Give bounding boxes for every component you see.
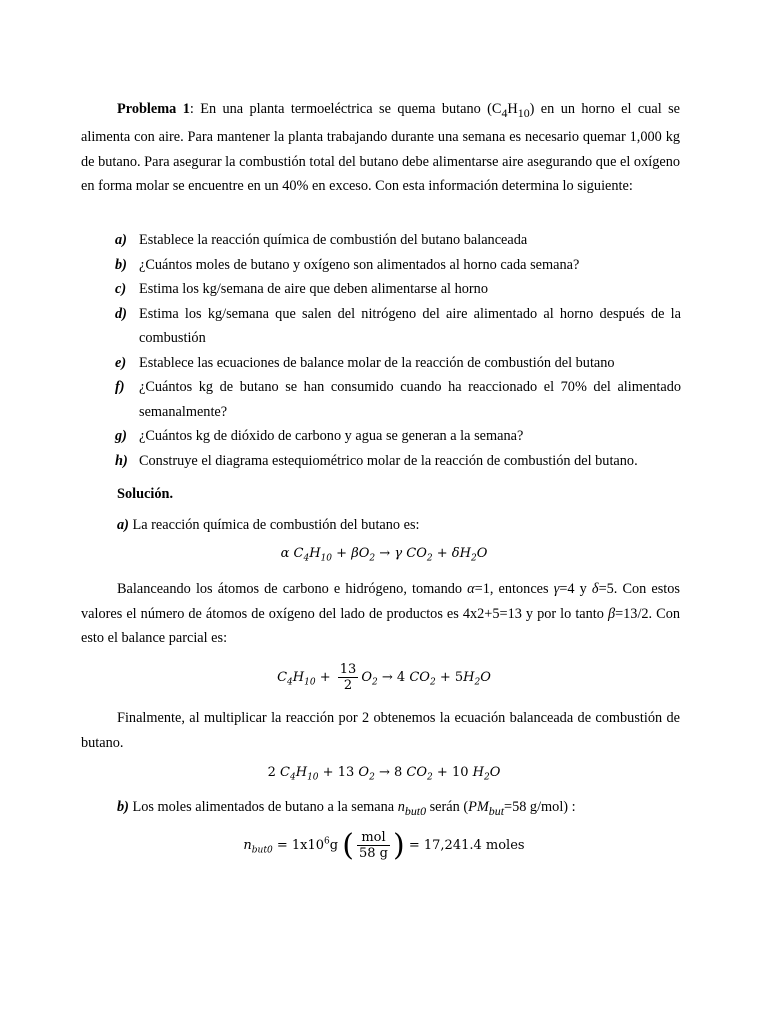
fraction (357, 830, 390, 861)
eq-mass: 1x10 (291, 838, 325, 853)
eq-result: 17,241.4 moles (423, 838, 525, 853)
formula-subscript: 10 (517, 105, 530, 120)
eq-subscript: but0 (251, 845, 273, 856)
eq-plus: + (436, 546, 448, 561)
question-item (115, 228, 681, 253)
problem-intro: : En una planta termoeléctrica se quema butano (C (189, 101, 502, 117)
equation-general (0, 546, 768, 564)
eq-co: CO (409, 670, 430, 685)
question-label: g) (115, 428, 127, 444)
eq-n: n (243, 838, 252, 853)
problem-statement (81, 97, 680, 199)
eq-c: C (277, 670, 288, 685)
eq-coefficient: 2 (267, 765, 276, 780)
eq-subscript: 4 (303, 553, 310, 564)
eq-o: O (361, 670, 372, 685)
eq-beta: β (351, 546, 359, 561)
formula-subscript: 4 (501, 105, 508, 120)
paren-right: ) (392, 828, 405, 863)
eq-subscript: 2 (474, 677, 481, 688)
eq-subscript: 2 (427, 772, 433, 783)
balance-paragraph (81, 577, 680, 651)
solution-heading: Solución. (117, 486, 174, 502)
question-text: Estima los kg/semana que salen del nitrógeno del aire alimentado al horno después de la combustión (139, 305, 681, 346)
eq-subscript: 2 (429, 677, 436, 688)
eq-plus: + (336, 546, 348, 561)
question-label: f) (115, 379, 125, 395)
eq-subscript: 10 (320, 553, 333, 564)
eq-o: O (489, 765, 501, 780)
balance-text: =13/2. Con esto el balance parcial es: (81, 605, 680, 646)
eq-arrow: → (378, 765, 390, 780)
eq-plus: + (439, 670, 451, 685)
question-item (115, 351, 681, 376)
question-item (115, 424, 681, 449)
eq-subscript: 2 (369, 553, 376, 564)
eq-plus: + (322, 765, 334, 780)
balance-text: =1, entonces (474, 581, 554, 597)
eq-subscript: 2 (369, 772, 375, 783)
question-label: d) (115, 305, 127, 322)
solution-b-text: Los moles alimentados de butano a la semana (128, 799, 398, 815)
solution-a-label: a) (117, 517, 129, 533)
balance-text: =4 y (559, 581, 592, 597)
question-text: Construye el diagrama estequiométrico molar de la reacción de combustión del butano. (139, 452, 638, 469)
solution-b-text: serán ( (426, 799, 469, 815)
question-text: ¿Cuántos moles de butano y oxígeno son alimentados al horno cada semana? (139, 256, 580, 273)
balance-text: =5. Con estos valores el número de átomos de oxígeno del lado de productos es 4x2+5=13 y por lo tanto (81, 581, 680, 622)
question-text: Establece las ecuaciones de balance molar de la reacción de combustión del butano (139, 354, 615, 371)
equation-balanced (0, 765, 768, 783)
problem-label: Problema 1 (117, 101, 190, 117)
question-label: c) (115, 281, 127, 297)
fraction (338, 662, 359, 693)
solution-a-intro (81, 513, 680, 538)
question-label: e) (115, 354, 127, 371)
eq-h: H (472, 765, 484, 780)
eq-alpha: α (280, 546, 290, 561)
question-text: ¿Cuántos kg de butano se han consumido cuando ha reaccionado el 70% del alimentado semanalmente? (139, 379, 681, 420)
eq-coefficient: 10 (451, 765, 469, 780)
question-text: Estima los kg/semana de aire que deben alimentarse al horno (139, 281, 488, 297)
eq-subscript: 2 (371, 677, 378, 688)
balance-text: Balanceando los átomos de carbono e hidrógeno, tomando (117, 581, 468, 597)
eq-co: CO (406, 765, 428, 780)
question-item (115, 302, 681, 351)
eq-coefficient: 13 (337, 765, 355, 780)
eq-h: H (292, 670, 305, 685)
eq-arrow: → (381, 670, 393, 685)
eq-equals: = (276, 838, 288, 853)
question-label: h) (115, 452, 128, 469)
symbol-subscript: but (488, 803, 504, 818)
solution-b-text: =58 g/mol) : (504, 799, 576, 815)
eq-subscript: 4 (289, 772, 296, 783)
eq-o: O (358, 765, 370, 780)
eq-o: O (480, 670, 491, 685)
question-item (115, 449, 681, 474)
eq-coefficient: 8 (393, 765, 403, 780)
eq-subscript: 10 (304, 677, 316, 688)
eq-plus: + (319, 670, 331, 685)
solution-heading-line (81, 482, 680, 507)
symbol-subscript: but0 (404, 803, 427, 818)
eq-subscript: 4 (287, 677, 293, 688)
eq-coefficient: 4 (396, 670, 406, 685)
eq-equals: = (408, 838, 420, 853)
eq-gamma: γ (394, 546, 403, 561)
eq-subscript: 2 (470, 553, 477, 564)
symbol-n: n (397, 799, 405, 815)
question-text: ¿Cuántos kg de dióxido de carbono y agua se generan a la semana? (139, 428, 524, 444)
problem-intro-rest: ) en un horno el cual se alimenta con aire. Para mantener la planta trabajando durante una semana es necesario quemar 1,000 kg de butano. Para asegurar la combustión total del butano debe alimentarse aire asegurando que el oxígeno en forma molar se encuentre en un 40% en exceso. Con esta información determina lo siguiente: (81, 101, 680, 195)
solution-b-label: b) (117, 799, 129, 815)
eq-subscript: 2 (483, 772, 490, 783)
eq-arrow: → (379, 546, 391, 561)
eq-subscript: 10 (307, 772, 319, 783)
eq-c: C (293, 546, 304, 561)
solution-b-intro (81, 795, 680, 823)
formula-h: H (507, 101, 518, 117)
solution-a-text: La reacción química de combustión del butano es: (128, 517, 420, 533)
fraction-numerator: mol (357, 830, 390, 846)
eq-h: H (463, 670, 475, 685)
eq-plus: + (436, 765, 448, 780)
eq-subscript: 2 (426, 553, 433, 564)
eq-exponent: 6 (324, 836, 330, 847)
eq-delta: δ (451, 546, 460, 561)
questions-list (115, 228, 681, 473)
fraction-denominator: 58 g (358, 846, 388, 861)
symbol-delta: δ (591, 581, 599, 597)
symbol-beta: β (607, 605, 616, 622)
question-label: a) (115, 232, 127, 248)
paren-left: ( (342, 828, 354, 863)
eq-coefficient: 5 (454, 670, 464, 685)
question-text: Establece la reacción química de combustión del butano balanceada (139, 232, 528, 248)
eq-h: H (309, 546, 321, 561)
question-item (115, 375, 681, 424)
symbol-pm: PM (468, 799, 489, 815)
symbol-gamma: γ (553, 581, 560, 597)
question-label: b) (115, 256, 127, 273)
equation-partial (0, 662, 768, 693)
multiply-paragraph: Finalmente, al multiplicar la reacción por 2 obtenemos la ecuación balanceada de combustión de butano. (81, 710, 680, 751)
fraction-denominator: 2 (343, 678, 353, 693)
eq-o: O (358, 546, 370, 561)
eq-c: C (280, 765, 290, 780)
fraction-numerator: 13 (339, 662, 357, 677)
eq-h: H (295, 765, 308, 780)
eq-unit: g (329, 838, 339, 853)
eq-h: H (459, 546, 471, 561)
symbol-alpha: α (467, 581, 475, 597)
eq-co: CO (406, 546, 427, 561)
question-item (115, 253, 681, 278)
equation-moles (0, 828, 768, 863)
eq-o: O (476, 546, 488, 561)
question-item (115, 277, 681, 302)
